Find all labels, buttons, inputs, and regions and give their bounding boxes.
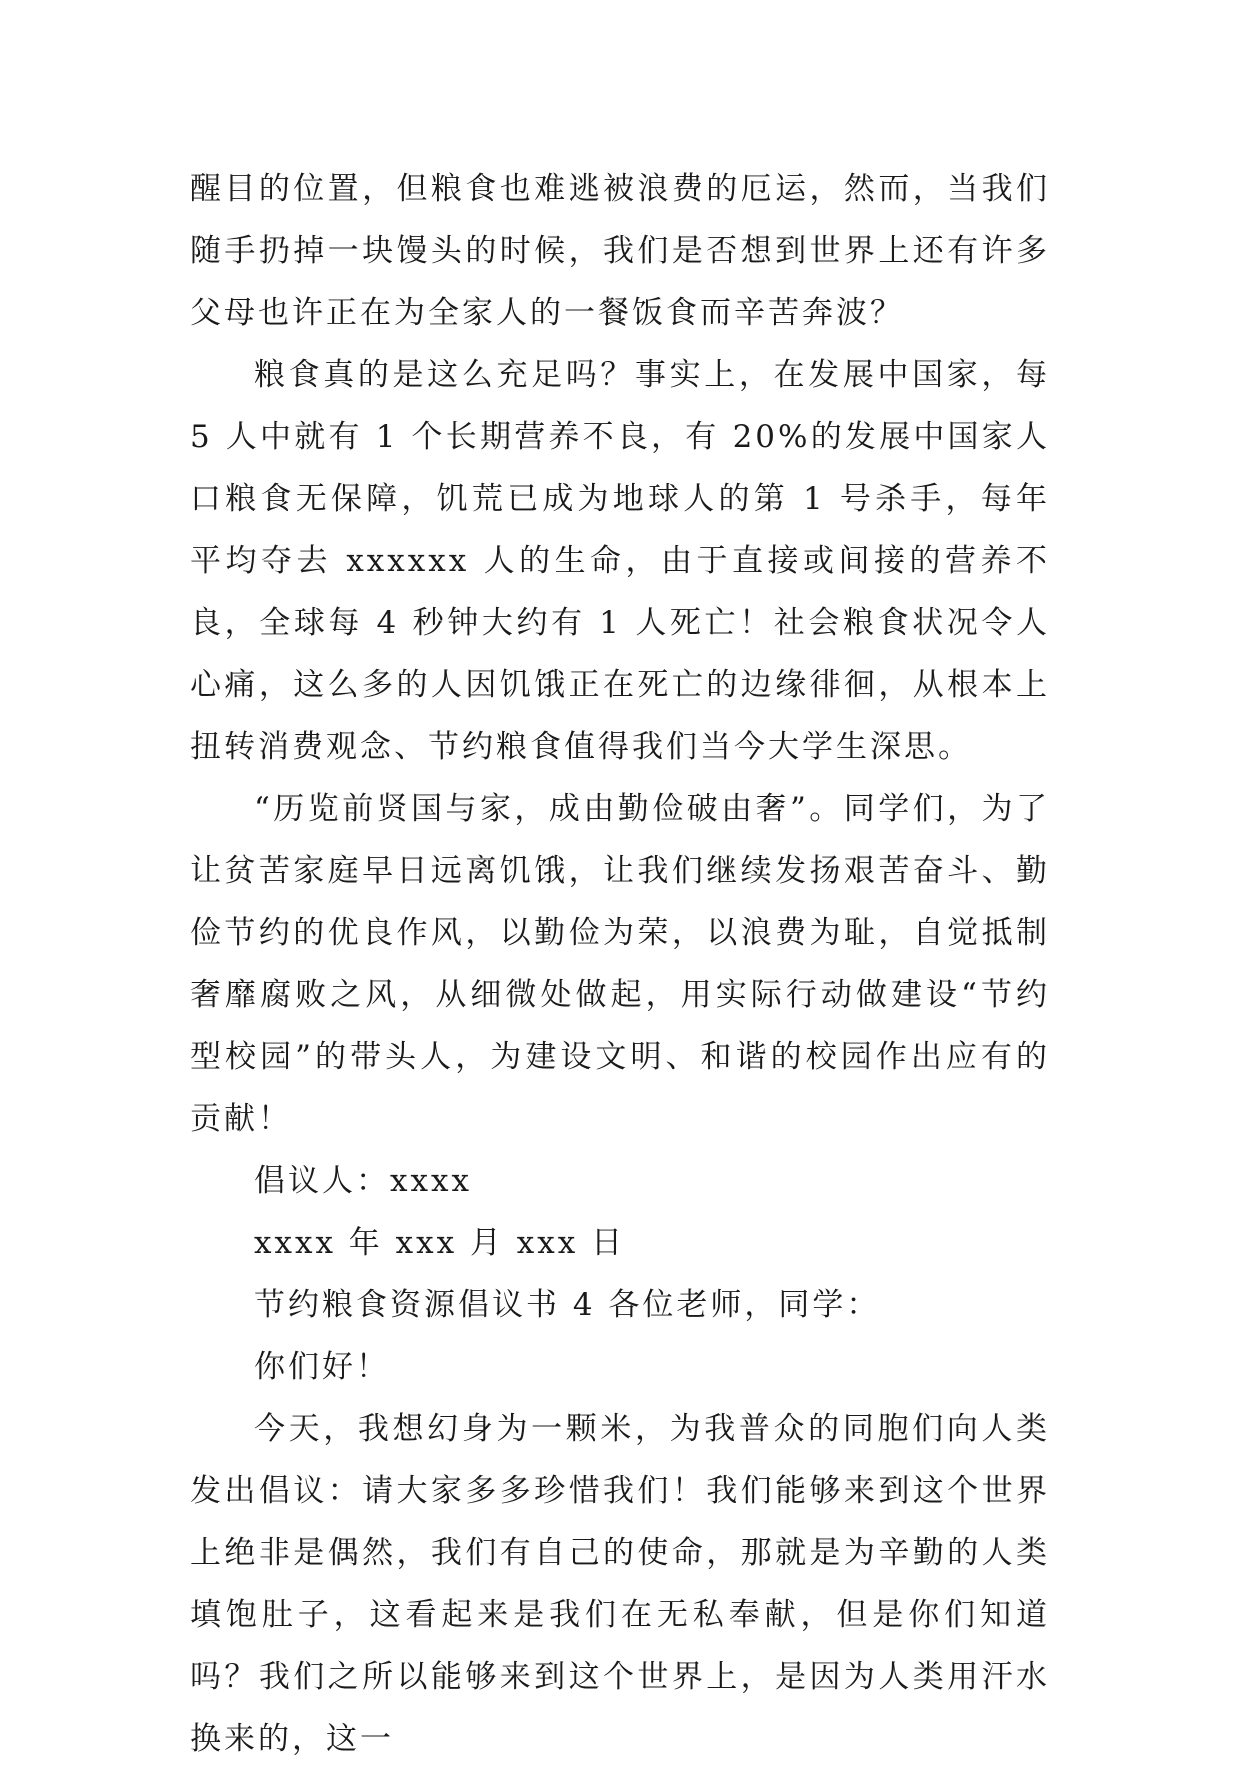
greeting-line: 你们好！ [254, 1349, 390, 1385]
proposer-line: 倡议人：xxxx [254, 1163, 472, 1199]
paragraph-food-shortage: 粮食真的是这么充足吗？事实上，在发展中国家，每 5 人中就有 1 个长期营养不良，有 20%的发展中国家人口粮食无保障，饥荒已成为地球人的第 1 号杀手，每年平均夺去 xxxxxx 人的生命，由于直接或间接的营养不良，全球每 4 秒钟大约有 1 人死亡！社会粮食状况令人心痛，这么多的人因饥饿正在死亡的边缘徘徊，从根本上扭转消费观念、节约粮食值得我们当今大学生深思。 [190, 357, 1050, 765]
paragraph-rice-voice: 今天，我想幻身为一颗米，为我普众的同胞们向人类发出倡议：请大家多多珍惜我们！我们能够来到这个世界上绝非是偶然，我们有自己的使命，那就是为辛勤的人类填饱肚子，这看起来是我们在无私奉献，但是你们知道吗？我们之所以能够来到这个世界上，是因为人类用汗水换来的，这一 [190, 1411, 1050, 1757]
paragraph-food-waste: 醒目的位置，但粮食也难逃被浪费的厄运，然而，当我们随手扔掉一块馒头的时候，我们是否想到世界上还有许多父母也许正在为全家人的一餐饭食而辛苦奔波？ [190, 171, 1050, 331]
proposal-4-heading: 节约粮食资源倡议书 4 各位老师，同学： [254, 1287, 881, 1323]
document-body [190, 158, 1050, 1770]
date-line: xxxx 年 xxx 月 xxx 日 [254, 1225, 626, 1261]
paragraph-call-to-action: “历览前贤国与家，成由勤俭破由奢”。同学们，为了让贫苦家庭早日远离饥饿，让我们继续发扬艰苦奋斗、勤俭节约的优良作风，以勤俭为荣，以浪费为耻，自觉抵制奢靡腐败之风，从细微处做起，用实际行动做建设“节约型校园”的带头人，为建设文明、和谐的校园作出应有的贡献！ [190, 791, 1050, 1137]
